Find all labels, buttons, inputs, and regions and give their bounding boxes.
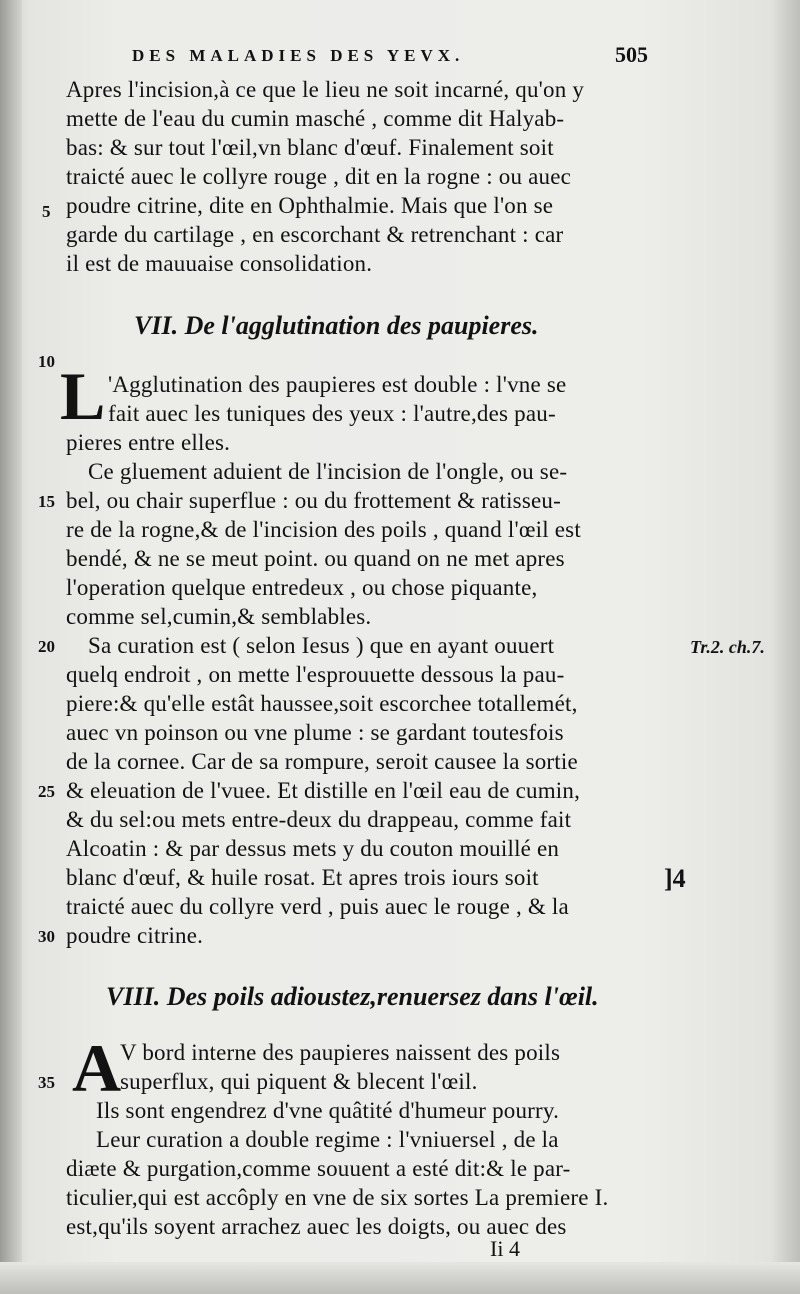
text-line: Apres l'incision,à ce que le lieu ne soit incarné, qu'on y [66, 77, 585, 102]
bottom-edge-shadow [0, 1262, 800, 1294]
drop-cap: A [72, 1030, 122, 1106]
bracket-mark: ]4 [664, 864, 686, 893]
text-line: traicté auec le collyre rouge , dit en la rogne : ou auec [66, 164, 572, 189]
text-line: garde du cartilage , en escorchant & retrenchant : car [66, 222, 564, 247]
text-line: est,qu'ils soyent arrachez auec les doigts, ou auec des [66, 1214, 567, 1239]
text-line: Sa curation est ( selon Iesus ) que en ayant ouuert [88, 633, 555, 658]
page-number: 505 [615, 42, 648, 67]
text-line: pieres entre elles. [66, 430, 231, 455]
text-line: fait auec les tuniques des yeux : l'autre,des pau- [108, 401, 556, 426]
section-heading: VII. De l'agglutination des paupieres. [134, 311, 539, 340]
text-line: 'Agglutination des paupieres est double : l'vne se [108, 372, 567, 397]
line-number: 15 [38, 492, 55, 511]
text-line: blanc d'œuf, & huile rosat. Et apres trois iours soit [66, 865, 539, 890]
text-line: l'operation quelque entredeux , ou chose piquante, [66, 575, 538, 600]
marginal-note: Tr.2. ch.7. [690, 637, 765, 657]
text-line: comme sel,cumin,& semblables. [66, 604, 372, 629]
text-line: superflux, qui piquent & blecent l'œil. [120, 1069, 478, 1094]
text-line: bas: & sur tout l'œil,vn blanc d'œuf. Finalement soit [66, 135, 554, 160]
text-line: ticulier,qui est accôply en vne de six sortes La premiere I. [66, 1185, 609, 1210]
text-line: piere:& qu'elle estât haussee,soit escorchee totallemét, [66, 691, 578, 716]
gutter-shadow [0, 0, 22, 1294]
line-number: 25 [38, 782, 55, 801]
text-line: poudre citrine, dite en Ophthalmie. Mais que l'on se [66, 193, 554, 218]
line-number: 35 [38, 1073, 55, 1092]
line-number: 20 [38, 637, 55, 656]
text-line: auec vn poinson ou vne plume : se gardant toutesfois [66, 720, 564, 745]
text-line: Leur curation a double regime : l'vniuersel , de la [96, 1127, 559, 1152]
text-line: bendé, & ne se meut point. ou quand on ne met apres [66, 546, 565, 571]
text-line: mette de l'eau du cumin masché , comme dit Halyab- [66, 106, 565, 131]
text-line: V bord interne des paupieres naissent des poils [120, 1040, 561, 1065]
drop-cap: L [60, 358, 106, 434]
text-line: Ce gluement aduient de l'incision de l'ongle, ou se- [88, 459, 568, 484]
text-line: diæte & purgation,comme souuent a esté dit:& le par- [66, 1156, 571, 1181]
section-heading: VIII. Des poils adioustez,renuersez dans l'œil. [106, 982, 599, 1011]
text-line: & eleuation de l'vuee. Et distille en l'œil eau de cumin, [66, 778, 581, 803]
text-line: & du sel:ou mets entre-deux du drappeau, comme fait [66, 807, 572, 832]
text-line: quelq endroit , on mette l'esprouuette dessous la pau- [66, 662, 565, 687]
text-line: bel, ou chair superflue : ou du frottement & ratisseu- [66, 488, 561, 513]
text-line: de la cornee. Car de sa rompure, seroit causee la sortie [66, 749, 578, 774]
text-line: poudre citrine. [66, 923, 204, 948]
text-line: il est de mauuaise consolidation. [66, 251, 373, 276]
text-line: re de la rogne,& de l'incision des poils , quand l'œil est [66, 517, 581, 542]
signature-mark: Ii 4 [490, 1236, 520, 1261]
line-number: 10 [38, 352, 55, 371]
line-number: 30 [38, 927, 55, 946]
text-line: Ils sont engendrez d'vne quâtité d'humeur pourry. [96, 1098, 560, 1123]
running-head: DES MALADIES DES YEVX. [132, 46, 465, 65]
text-line: traicté auec du collyre verd , puis auec le rouge , & la [66, 894, 569, 919]
text-line: Alcoatin : & par dessus mets y du couton mouillé en [66, 836, 560, 861]
line-number: 5 [42, 202, 51, 221]
